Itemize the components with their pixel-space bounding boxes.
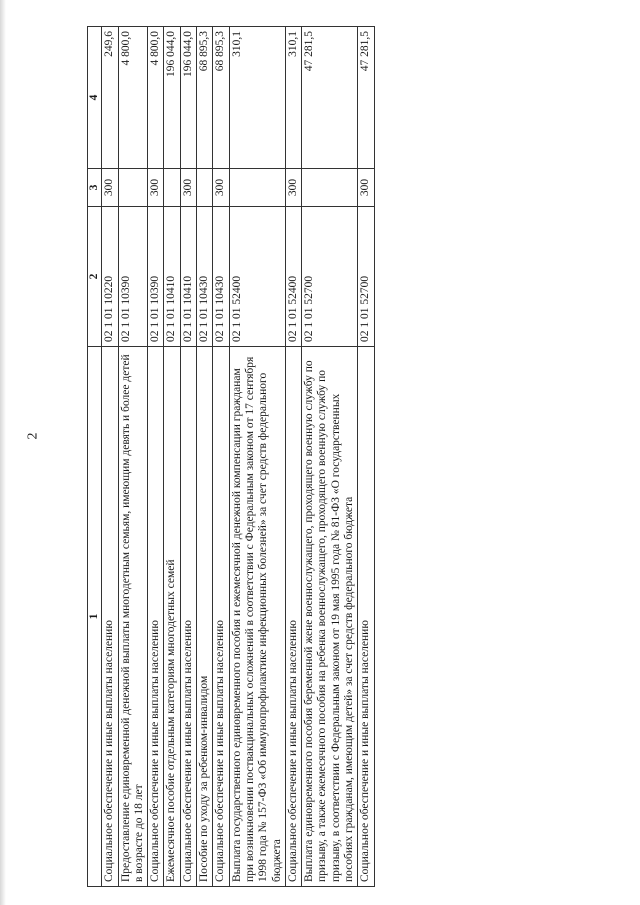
row-name: Выплата единовременного пособия беременной жене военнослужащего, проходящего военную службу по призыву, а также ежемесячного пособия на ребенка военнослужащего, проходящего военную службу по призыву, в соответствии с Федеральным законом от 19 мая 1995 года № 81-ФЗ «О государственных пособиях гражданам, имеющим детей» за счет средств федерального бюджета bbox=[302, 347, 358, 887]
row-kvr bbox=[118, 169, 148, 207]
row-name: Социальное обеспечение и иные выплаты населению bbox=[102, 347, 118, 887]
row-code: 02 1 01 10430 bbox=[197, 207, 213, 347]
table-row bbox=[164, 27, 180, 887]
table-row bbox=[302, 27, 358, 887]
row-kvr: 300 bbox=[102, 169, 118, 207]
row-name: Предоставление единовременной денежной выплаты многодетным семьям, имеющим девять и более детей в возрасте до 18 лет bbox=[118, 347, 148, 887]
table-row bbox=[285, 27, 301, 887]
row-name: Выплата государственного единовременного пособия и ежемесячной денежной компенсации гражданам при возникновении поствакцинальных осложнений в соответствии с Федеральным законом от 17 сентября 1998 года № 157-ФЗ «Об иммунопрофилактике инфекционных болезней» за счет средств федерального бюджета bbox=[229, 347, 285, 887]
row-kvr: 300 bbox=[180, 169, 196, 207]
row-sum: 47 281,5 bbox=[358, 27, 374, 169]
row-code: 02 1 01 52700 bbox=[358, 207, 374, 347]
table-header-row bbox=[88, 27, 102, 887]
column-header-name: 1 bbox=[88, 347, 102, 887]
row-name: Социальное обеспечение и иные выплаты населению bbox=[180, 347, 196, 887]
row-kvr: 300 bbox=[285, 169, 301, 207]
budget-table bbox=[87, 26, 375, 887]
row-code: 02 1 01 52700 bbox=[302, 207, 358, 347]
row-sum: 249,6 bbox=[102, 27, 118, 169]
row-kvr bbox=[302, 169, 358, 207]
row-sum: 310,1 bbox=[285, 27, 301, 169]
table-row bbox=[118, 27, 148, 887]
row-name: Социальное обеспечение и иные выплаты населению bbox=[358, 347, 374, 887]
row-name: Пособие по уходу за ребенком-инвалидом bbox=[197, 347, 213, 887]
row-kvr bbox=[197, 169, 213, 207]
table-row bbox=[197, 27, 213, 887]
row-sum: 310,1 bbox=[229, 27, 285, 169]
rotated-table-wrapper bbox=[87, 27, 477, 887]
row-sum: 196 044,0 bbox=[164, 27, 180, 169]
row-code: 02 1 01 10430 bbox=[213, 207, 229, 347]
row-name: Социальное обеспечение и иные выплаты населению bbox=[213, 347, 229, 887]
row-kvr bbox=[229, 169, 285, 207]
row-code: 02 1 01 10220 bbox=[102, 207, 118, 347]
column-header-sum: 4 bbox=[88, 27, 102, 169]
table-row bbox=[229, 27, 285, 887]
scan-edge bbox=[0, 0, 6, 905]
row-sum: 47 281,5 bbox=[302, 27, 358, 169]
row-sum: 4 800,0 bbox=[148, 27, 164, 169]
row-name: Социальное обеспечение и иные выплаты населению bbox=[285, 347, 301, 887]
table-row bbox=[180, 27, 196, 887]
row-kvr bbox=[164, 169, 180, 207]
table-row bbox=[358, 27, 374, 887]
row-kvr: 300 bbox=[213, 169, 229, 207]
row-sum: 68 895,3 bbox=[213, 27, 229, 169]
table-row bbox=[102, 27, 118, 887]
row-code: 02 1 01 52400 bbox=[285, 207, 301, 347]
row-kvr: 300 bbox=[148, 169, 164, 207]
row-code: 02 1 01 10390 bbox=[148, 207, 164, 347]
column-header-kvr: 3 bbox=[88, 169, 102, 207]
table-row bbox=[148, 27, 164, 887]
row-name: Ежемесячное пособие отдельным категориям многодетных семей bbox=[164, 347, 180, 887]
column-header-code: 2 bbox=[88, 207, 102, 347]
row-sum: 68 895,3 bbox=[197, 27, 213, 169]
row-sum: 196 044,0 bbox=[180, 27, 196, 169]
table-row bbox=[213, 27, 229, 887]
page-number: 2 bbox=[25, 432, 41, 440]
row-code: 02 1 01 10390 bbox=[118, 207, 148, 347]
row-code: 02 1 01 52400 bbox=[229, 207, 285, 347]
row-code: 02 1 01 10410 bbox=[164, 207, 180, 347]
row-kvr: 300 bbox=[358, 169, 374, 207]
row-code: 02 1 01 10410 bbox=[180, 207, 196, 347]
row-name: Социальное обеспечение и иные выплаты населению bbox=[148, 347, 164, 887]
row-sum: 4 800,0 bbox=[118, 27, 148, 169]
